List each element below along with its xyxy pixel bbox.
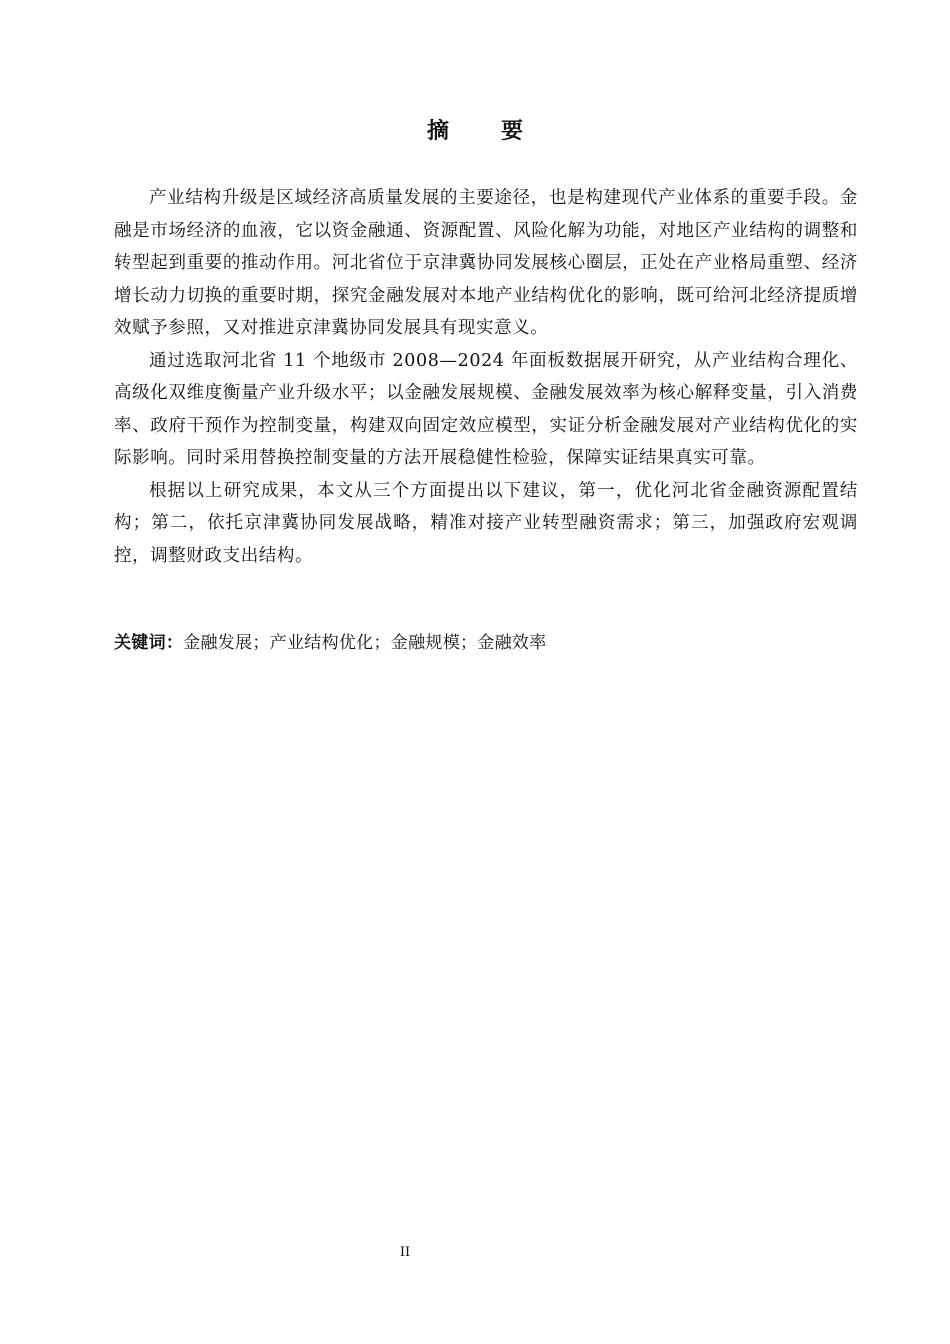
abstract-paragraph-2: 通过选取河北省 11 个地级市 2008—2024 年面板数据展开研究，从产业结构合理化、高级化双维度衡量产业升级水平；以金融发展规模、金融发展效率为核心解释变量，引入消费率、政府干预作为控制变量，构建双向固定效应模型，实证分析金融发展对产业结构优化的实际影响。同时采用替换控制变量的方法开展稳健性检验，保障实证结果真实可靠。 <box>114 350 858 468</box>
keywords-line <box>114 627 858 659</box>
abstract-body <box>114 182 858 572</box>
abstract-title: 摘要 <box>426 119 575 144</box>
page-number: II <box>399 1245 411 1260</box>
keywords-label: 关键词： <box>114 633 184 653</box>
keywords-list: 金融发展；产业结构优化；金融规模；金融效率 <box>183 633 547 653</box>
abstract-paragraph-3: 根据以上研究成果，本文从三个方面提出以下建议，第一，优化河北省金融资源配置结构；第二，依托京津冀协同发展战略，精准对接产业转型融资需求；第三，加强政府宏观调控，调整财政支出结构。 <box>114 480 858 566</box>
abstract-paragraph-1: 产业结构升级是区域经济高质量发展的主要途径，也是构建现代产业体系的重要手段。金融是市场经济的血液，它以资金融通、资源配置、风险化解为功能，对地区产业结构的调整和转型起到重要的推动作用。河北省位于京津冀协同发展核心圈层，正处在产业格局重塑、经济增长动力切换的重要时期，探究金融发展对本地产业结构优化的影响，既可给河北经济提质增效赋予参照，又对推进京津冀协同发展具有现实意义。 <box>114 188 858 338</box>
